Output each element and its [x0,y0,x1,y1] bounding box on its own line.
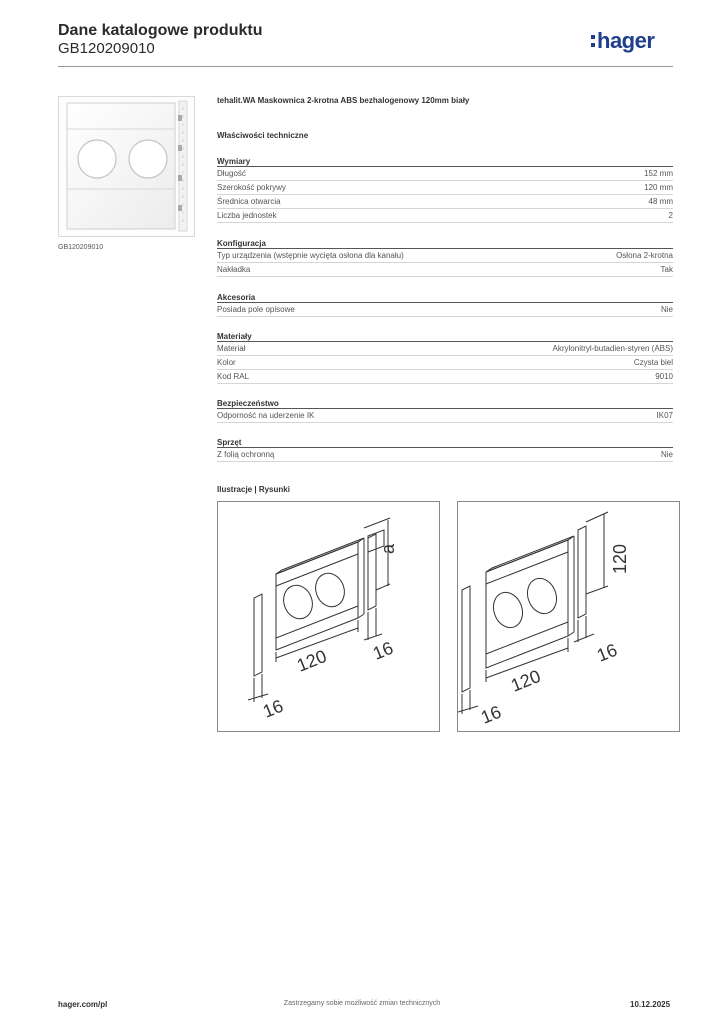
footer-date: 10.12.2025 [630,1000,671,1009]
section-accessories [217,292,673,317]
table-row [217,249,673,263]
technical-drawing-2 [457,501,680,732]
row-label: Typ urządzenia (wstępnie wycięta osłona dla kanału) [217,251,404,260]
dim-depth-left-label: 16 [478,701,505,728]
row-value: 9010 [655,372,673,381]
row-value: Tak [660,265,673,274]
table-row [217,409,673,423]
technical-drawing-1 [217,501,440,732]
section-title: Konfiguracja [217,238,673,249]
table-row [217,448,673,462]
section-configuration [217,238,673,277]
product-image [58,96,195,237]
product-code: GB120209010 [58,40,155,57]
footer-disclaimer: Zastrzegamy sobie możliwość zmian technicznych [283,1000,441,1007]
page-title: Dane katalogowe produktu [58,22,263,39]
section-title: Bezpieczeństwo [217,398,673,409]
logo-text: hager [597,28,655,53]
dim-depth-right-label: 16 [370,637,397,664]
table-row [217,370,673,384]
row-label: Średnica otwarcia [217,197,281,206]
row-label: Nakładka [217,265,251,274]
header-divider [58,66,673,67]
row-value: Nie [660,305,673,314]
hager-logo [591,28,654,54]
row-value: 2 [668,211,673,220]
table-row [217,167,673,181]
section-safety [217,398,673,423]
dimension-drawing-icon [458,502,679,731]
illustrations-heading: Ilustracje | Rysunki [217,485,290,494]
dim-width-label: 120 [508,665,544,696]
row-label: Kod RAL [217,372,250,381]
section-hardware [217,437,673,462]
properties-heading: Właściwości techniczne [217,131,309,140]
row-value: IK07 [656,411,673,420]
section-title: Akcesoria [217,292,673,303]
image-caption: GB120209010 [58,244,104,251]
row-value: Czysta biel [633,358,673,367]
row-label: Kolor [217,358,236,367]
table-row [217,209,673,223]
table-row [217,342,673,356]
dim-height-label: 120 [610,543,630,574]
row-label: Z folią ochronną [217,450,275,459]
cover-plate-photo-icon [59,97,194,236]
row-value: 48 mm [648,197,673,206]
table-row [217,181,673,195]
row-label: Długość [217,169,246,178]
row-label: Posiada pole opisowe [217,305,295,314]
row-label: Materiał [217,344,246,353]
row-value: Osłona 2-krotna [616,251,673,260]
table-row [217,195,673,209]
dim-depth-left-label: 16 [260,695,287,722]
table-row [217,263,673,277]
product-title: tehalit.WA Maskownica 2-krotna ABS bezhalogenowy 120mm biały [217,96,470,105]
table-row [217,303,673,317]
row-label: Szerokość pokrywy [217,183,286,192]
section-title: Sprzęt [217,437,673,448]
row-value: Nie [660,450,673,459]
row-value: 152 mm [644,169,673,178]
section-materials [217,331,673,384]
row-value: 120 mm [644,183,673,192]
dimension-drawing-icon [218,502,439,731]
dim-depth-right-label: 16 [594,639,621,666]
section-title: Wymiary [217,156,673,167]
row-label: Odporność na uderzenie IK [217,411,315,420]
row-value: Akrylonitryl-butadien-styren (ABS) [552,344,673,353]
row-label: Liczba jednostek [217,211,277,220]
logo-dots-icon [591,32,595,49]
section-dimensions [217,156,673,223]
dim-a-label: a [378,543,398,554]
footer-website-link[interactable]: hager.com/pl [58,1000,108,1009]
section-title: Materiały [217,331,673,342]
table-row [217,356,673,370]
dim-width-label: 120 [294,645,330,676]
